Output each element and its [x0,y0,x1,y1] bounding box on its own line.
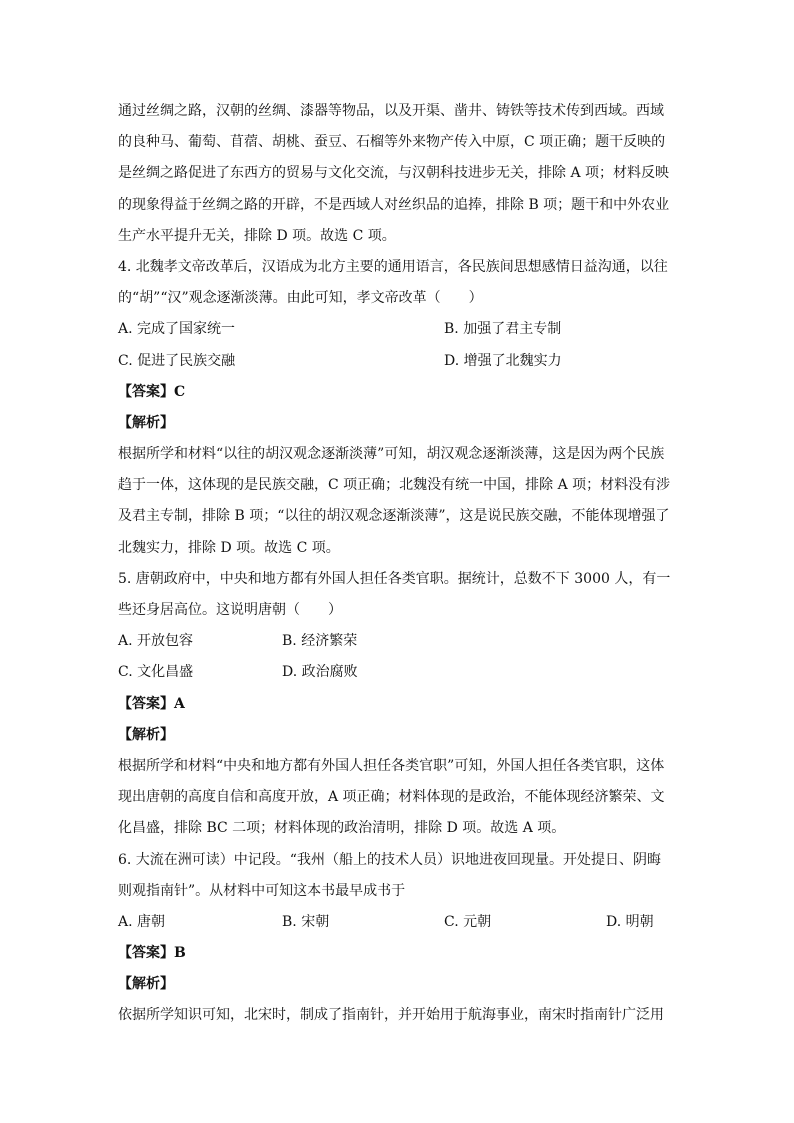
document-page [118,96,678,1032]
analysis-line: 化昌盛，排除 BC 二项；材料体现的政治清明，排除 D 项。故选 A 项。 [118,820,566,837]
text-line: 的现象得益于丝绸之路的开辟，不是西域人对丝织品的追捧，排除 B 项；题干和中外农业 [118,196,670,213]
question-6 [118,845,678,1032]
question-stem: 6. 大流在洲可读）中记段。“我州（船上的技术人员）识地进夜回现量。开处提日、阴晦 [118,851,661,868]
text-line: 通过丝绸之路，汉朝的丝绸、漆器等物品，以及开渠、凿井、铸铁等技术传到西域。西域 [118,103,664,119]
analysis-line: 根据所学和材料“中央和地方都有外国人担任各类官职”可知，外国人担任各类官职，这体 [118,757,665,774]
question-stem: 则观指南针”。从材料中可知这本书最早成书于 [118,882,406,899]
analysis-line: 依据所学知识可知，北宋时，制成了指南针，并开始用于航海事业，南宋时指南针广泛用 [118,1007,664,1024]
option-c: C. 文化昌盛 [118,664,194,681]
option-d: D. 增强了北魏实力 [444,352,562,369]
options-row [118,907,678,938]
options-row [118,626,678,657]
option-b: B. 经济繁荣 [282,633,358,650]
question-stem: 4. 北魏孝文帝改革后，汉语成为北方主要的通用语言，各民族间思想感情日益沟通，以往 [118,258,668,275]
option-c: C. 元朝 [444,913,492,930]
answer-label: 【答案】C [118,383,186,400]
option-a: A. 唐朝 [118,913,166,930]
options-row [118,657,678,688]
previous-analysis [118,96,678,252]
text-line: 是丝绸之路促进了东西方的贸易与文化交流，与汉朝科技进步无关，排除 A 项；材料反映 [118,165,670,182]
options-row [118,314,678,345]
text-line: 的良种马、葡萄、苜蓿、胡桃、蚕豆、石榴等外来物产传入中原，C 项正确；题干反映的 [118,134,666,151]
option-a: A. 开放包容 [118,633,194,650]
question-stem: 些还身居高位。这说明唐朝（ ） [118,602,342,618]
analysis-line: 及君主专制，排除 B 项；“以往的胡汉观念逐渐淡薄”，这是说民族交融，不能体现增强了 [118,508,670,525]
option-a: A. 完成了国家统一 [118,321,236,338]
option-c: C. 促进了民族交融 [118,352,236,369]
analysis-label: 【解析】 [118,976,174,993]
analysis-line: 根据所学和材料“以往的胡汉观念逐渐淡薄”可知，胡汉观念逐渐淡薄，这是因为两个民族 [118,446,665,463]
question-stem: 的“胡”“汉”观念逐渐淡薄。由此可知，孝文帝改革（ ） [118,290,483,307]
question-stem: 5. 唐朝政府中，中央和地方都有外国人担任各类官职。据统计，总数不下 3000 人，有一 [118,570,671,587]
question-5 [118,564,678,845]
text-line: 生产水平提升无关，排除 D 项。故选 C 项。 [118,227,396,244]
analysis-label: 【解析】 [118,726,174,743]
answer-label: 【答案】B [118,945,186,962]
analysis-line: 北魏实力，排除 D 项。故选 C 项。 [118,539,340,556]
option-d: D. 政治腐败 [282,664,358,681]
question-4 [118,252,678,564]
option-b: B. 加强了君主专制 [444,321,562,338]
analysis-line: 趋于一体，这体现的是民族交融，C 项正确；北魏没有统一中国，排除 A 项；材料没有涉 [118,477,671,494]
analysis-label: 【解析】 [118,414,174,431]
options-row [118,346,678,377]
option-d: D. 明朝 [606,913,654,930]
analysis-line: 现出唐朝的高度自信和高度开放，A 项正确；材料体现的是政治，不能体现经济繁荣、文 [118,789,665,806]
answer-label: 【答案】A [118,695,185,712]
option-b: B. 宋朝 [282,913,330,930]
